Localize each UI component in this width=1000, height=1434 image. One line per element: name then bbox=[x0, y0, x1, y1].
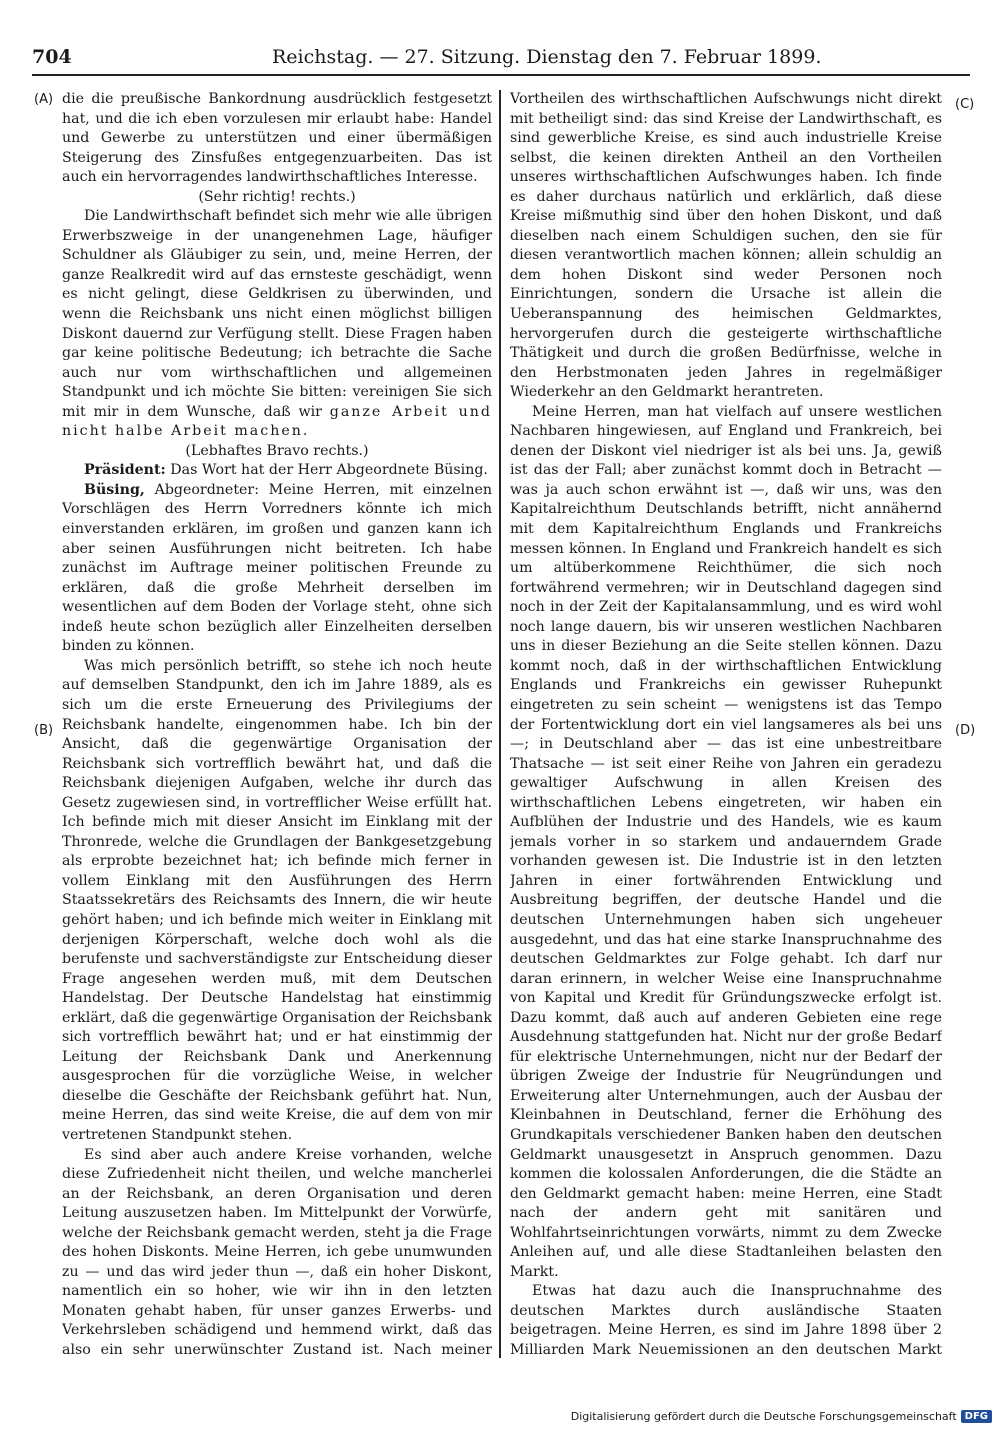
speaker-name: Büsing, bbox=[84, 481, 145, 498]
running-title: Reichstag. — 27. Sitzung. Dienstag den 7. Februar 1899. bbox=[272, 46, 822, 68]
paragraph bbox=[62, 481, 492, 657]
footer-credit: Digitalisierung gefördert durch die Deutsche Forschungsgemeinschaft bbox=[570, 1410, 957, 1423]
emphasized-text: ganze Arbeit und nicht halbe Arbeit machen. bbox=[62, 403, 492, 440]
paragraph: Was mich persönlich betrifft, so stehe ich noch heute auf demselben Standpunkt, den ich im Jahre 1889, als es sich um die erste Erneuerung des Privilegiums der Reichsbank handelte, eingenommen habe. Ich bin der Ansicht, daß die gegenwärtige Organisation der Reichsbank sich vortrefflich bewährt hat, und daß die Reichsbank diejenigen Aufgaben, welche ihr durch das Gesetz zugewiesen sind, in vortrefflicher Weise erfüllt hat. Ich befinde mich mit dieser Ansicht im Einklang mit der Thronrede, welche die Grundlagen der Bankgesetzgebung als erprobte bezeichnet hat; ich befinde mich ferner in vollem Einklang mit den Ausführungen des Herrn Staatssekretärs des Reichsamts des Innern, die wir heute gehört haben; und ich befinde mich weiter in Einklang mit derjenigen Körperschaft, welche doch wohl als die berufenste und sachverständigste zur Entscheidung dieser Frage angesehen werden muß, mit dem Deutschen Handelstag. Der Deutsche Handelstag hat einstimmig erklärt, daß die gegenwärtige Organisation der Reichsbank sich vortrefflich bewährt hat; und er hat einstimmig der Leitung der Reichsbank Dank und Anerkennung ausgesprochen für die vorzügliche Weise, in welcher dieselbe die Geschäfte der Reichsbank geführt hat. Nun, meine Herren, das sind weite Kreise, die auf dem von mir vertretenen Standpunkt stehen. bbox=[62, 657, 492, 1143]
column-divider bbox=[499, 90, 501, 1358]
margin-mark-c: (C) bbox=[955, 97, 975, 112]
paragraph: Vortheilen des wirthschaftlichen Aufschwungs nicht direkt mit betheiligt sind: das sind Kreise der Landwirthschaft, es sind gewerbliche Kreise, es sind auch industrielle Kreise selbst, die keinen direkten Antheil an den Vortheilen unseres wirthschaftlichen Aufschwunges haben. Ich finde es daher durchaus natürlich und erklärlich, daß diese Kreise mißmuthig sind über den hohen Diskont, und daß dieselben nach einem Schuldigen suchen, den sie für diesen verantwortlich machen können; allein schuldig an dem hohen Diskont sind weder Personen noch Einrichtungen, sondern die Ursache ist allein die Ueberanspannung des heimischen Geldmarktes, hervorgerufen durch die gesteigerte wirthschaftliche Thätigkeit und durch die großen Bedürfnisse, welche in den Herbstmonaten jeden Jahres in regelmäßiger Wiederkehr an den Geldmarkt herantreten. bbox=[510, 91, 942, 401]
margin-mark-b: (B) bbox=[34, 723, 54, 738]
speaker-name: Präsident: bbox=[84, 462, 166, 479]
right-column bbox=[510, 90, 942, 1358]
margin-mark-a: (A) bbox=[34, 92, 54, 107]
paragraph bbox=[62, 461, 492, 481]
paragraph: Es sind aber auch andere Kreise vorhanden, welche diese Zufriedenheit nicht theilen, und welche mancherlei an der Reichsbank, an deren Organisation und deren Leitung auszusetzen haben. Im Mittelpunkt der Vorwürfe, welche der Reichsbank gemacht werden, steht ja die Frage des hohen Diskonts. Meine Herren, ich gebe unumwunden zu — und das wird jeder thun —, daß ein hoher Diskont, namentlich ein so hoher, wie wir ihn in den letzten Monaten gehabt haben, für unser ganzes Erwerbs- und Verkehrsleben schädigend und hemmend wirkt, daß das also ein sehr unerwünschter Zustand ist. Nach meiner bbox=[62, 1146, 492, 1358]
paragraph: die die preußische Bankordnung ausdrücklich festgesetzt hat, und die ich eben vorzulesen mir erlaubt habe: Handel und Gewerbe zu unterstützen und einer übermäßigen Steigerung des Zinsfußes entgegenzuarbeiten. Das ist auch ein hervorragendes landwirthschaftliches Interesse. bbox=[62, 91, 492, 186]
margin-mark-d: (D) bbox=[955, 723, 976, 738]
speech-text: Das Wort hat der Herr Abgeordnete Büsing. bbox=[170, 462, 488, 479]
paragraph bbox=[62, 207, 492, 442]
running-header bbox=[32, 44, 970, 76]
paragraph: Meine Herren, man hat vielfach auf unsere westlichen Nachbaren hingewiesen, auf England und Frankreich, bei denen der Diskont viel niedriger ist als bei uns. Ja, gewiß ist das der Fall; aber zunächst kommt doch in Betracht — was ja auch schon erwähnt ist —, daß wir uns, was den Kapitalreichthum Deutschlands betrifft, nicht annähernd mit dem Kapitalreichthum Englands und Frankreichs messen können. In England und Frankreich handelt es sich um altüberkommene Reichthümer, die sich noch fortwährend vermehren; wir in Deutschland dagegen sind noch in der Zeit der Kapitalansammlung, und es wird wohl noch lange dauern, bis wir unseren westlichen Nachbaren uns in dieser Beziehung an die Seite stellen können. Dazu kommt noch, daß in der wirthschaftlichen Entwicklung Englands und Frankreichs ein gewisser Ruhepunkt eingetreten zu sein scheint — wenigstens ist das Tempo der Fortentwicklung dort ein viel langsameres als bei uns —; in Deutschland aber — das ist eine unbestreitbare Thatsache — ist seit einer Reihe von Jahren ein geradezu gewaltiger Aufschwung in allen Kreisen des wirthschaftlichen Lebens eingetreten, wir haben ein Aufblühen der Industrie und des Handels, wie es kaum jemals vorher in so starkem und andauerndem Grade vorhanden gewesen ist. Die Industrie ist in den letzten Jahren in einer fortwährenden Entwicklung und Ausbreitung begriffen, der deutsche Handel und die deutschen Unternehmungen haben sich ungeheuer ausgedehnt, und das hat eine starke Inanspruchnahme des deutschen Geldmarktes zur Folge gehabt. Ich darf nur daran erinnern, in welcher Weise eine Inanspruchnahme von Kapital und Kredit für Gründungszwecke erfolgt ist. Dazu kommt, daß auch auf anderen Gebieten eine rege Ausdehnung stattgefunden hat. Nicht nur der große Bedarf für elektrische Unternehmungen, nicht nur der Bedarf der übrigen Zweige der Industrie für Neugründungen und Erweiterung alter Unternehmungen, auch der Ausbau der Kleinbahnen in Deutschland, ferner die Erhöhung des Grundkapitals verschiedener Banken haben den deutschen Geldmarkt unausgesetzt in Anspruch genommen. Dazu kommen die kolossalen Anforderungen, die die Städte an den Geldmarkt gemacht haben: meine Herren, eine Stadt nach der andern geht mit sanitären und Wohlfahrtseinrichtungen vorwärts, nimmt zu dem Zwecke Anleihen auf, und alle diese Stadtanleihen belasten den Markt. bbox=[510, 403, 942, 1280]
interjection: (Lebhaftes Bravo rechts.) bbox=[185, 442, 369, 459]
dfg-logo: DFG bbox=[961, 1410, 992, 1423]
paragraph: Etwas hat dazu auch die Inanspruchnahme des deutschen Marktes durch ausländische Staaten beigetragen. Meine Herren, es sind im Jahre 1898 über 2 Milliarden Mark Neuemissionen an den deutschen Markt bbox=[510, 1283, 942, 1358]
speech-text: Abgeordneter: Meine Herren, mit einzelnen Vorschlägen des Herrn Vorredners könnte ich mich einverstanden erklären, im großen und ganzen kann ich aber seinen Ausführungen nicht beitreten. Ich habe zunächst im Auftrage meiner politischen Freunde zu erklären, daß die große Mehrheit derselben im wesentlichen auf dem Boden der Vorlage steht, ohne sich indeß heute schon bezüglich aller Einzelheiten derselben binden zu können. bbox=[62, 481, 492, 655]
page-number: 704 bbox=[32, 46, 72, 68]
left-column bbox=[62, 90, 492, 1358]
interjection: (Sehr richtig! rechts.) bbox=[198, 188, 356, 205]
paragraph-text: Die Landwirthschaft befindet sich mehr wie alle übrigen Erwerbszweige in der unangenehmen Lage, häufiger Schuldner als Gläubiger zu sein, und, meine Herren, der ganze Realkredit wird auf das ernsteste geschädigt, wenn es nicht gelingt, diese Geldkrisen zu überwinden, und wenn die Reichsbank uns nicht einen möglichst billigen Diskont dauernd zur Verfügung stellt. Diese Fragen haben gar keine politische Bedeutung; ich betrachte die Sache auch nur vom wirthschaftlichen und allgemeinen Standpunkt und ich möchte Sie bitten: vereinigen Sie sich mit mir in dem Wunsche, daß wir bbox=[62, 208, 492, 420]
footer bbox=[571, 1410, 992, 1423]
